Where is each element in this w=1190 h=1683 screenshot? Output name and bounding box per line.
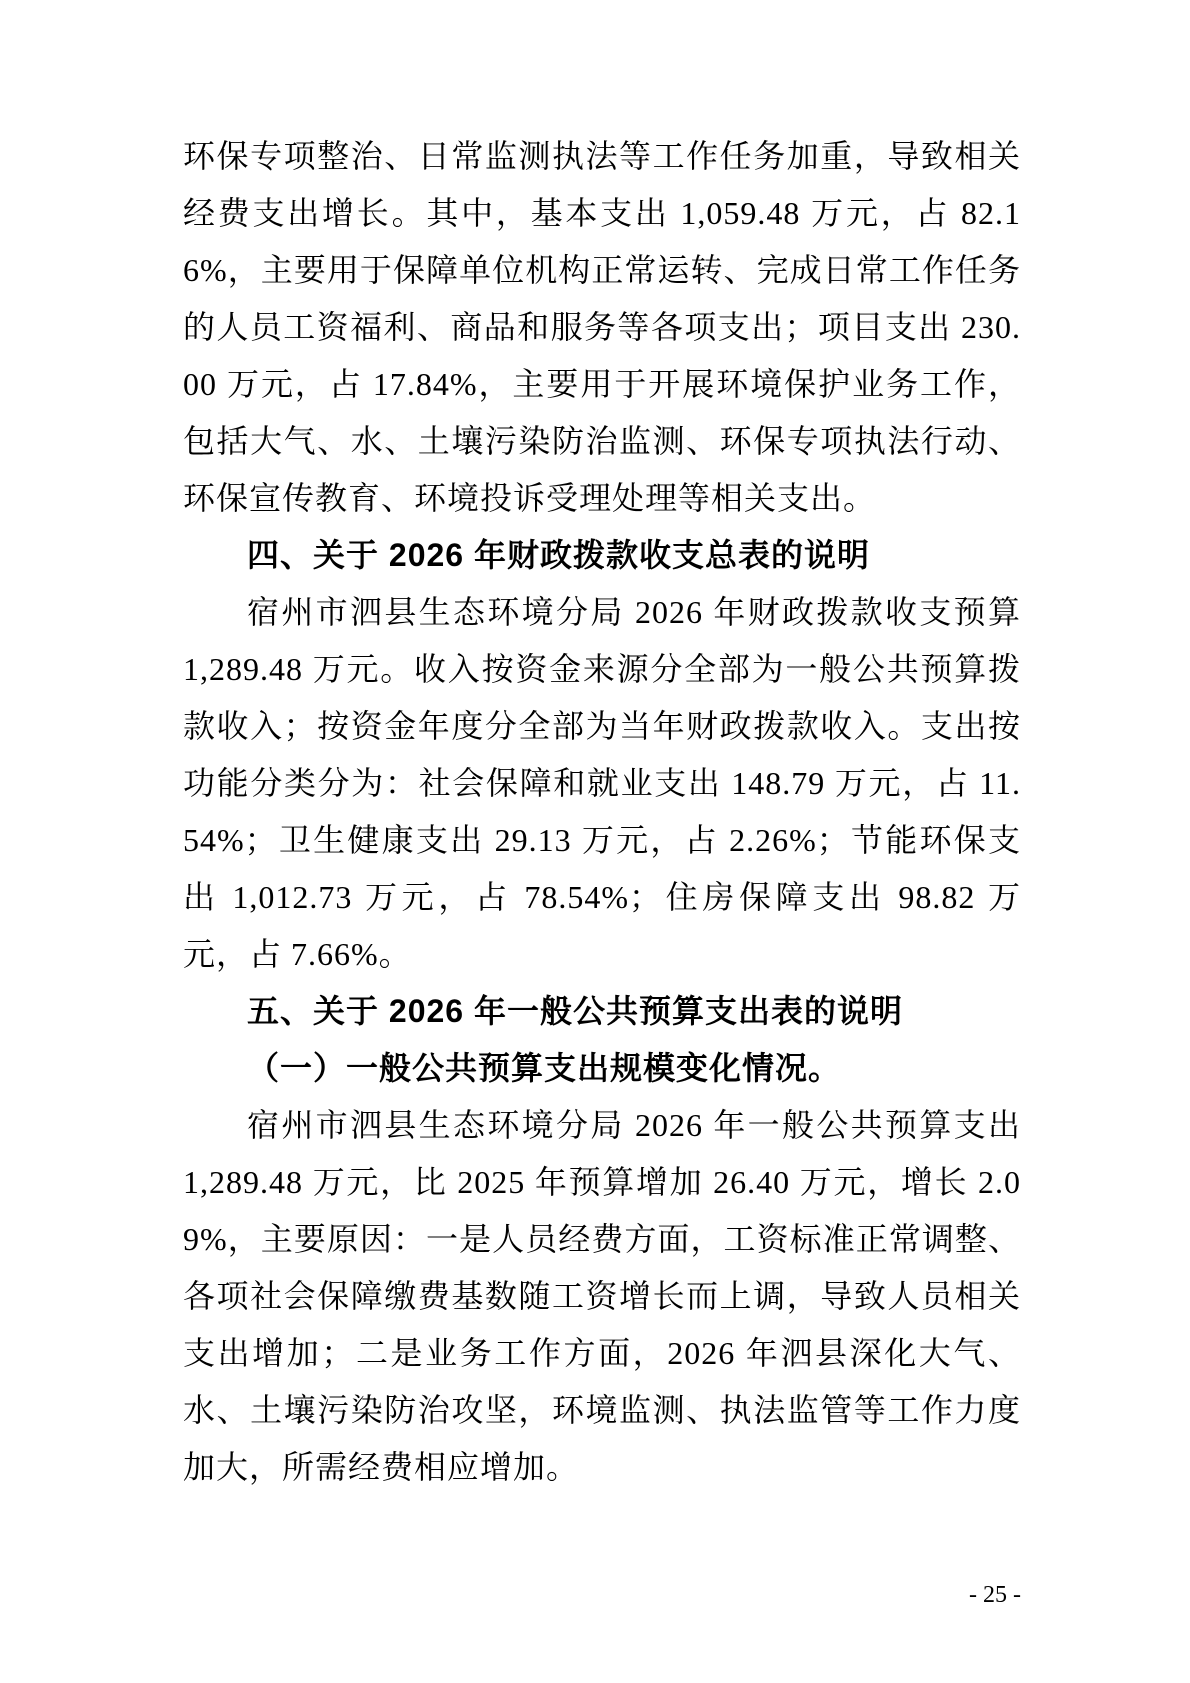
- paragraph-section-4-fiscal-appropriation: 宿州市泗县生态环境分局 2026 年财政拨款收支预算 1,289.48 万元。收入按资金来源分全部为一般公共预算拨款收入；按资金年度分全部为当年财政拨款收入。支出按功能分类分为：社会保障和就业支出 148.79 万元，占 11.54%；卫生健康支出 29.13 万元，占 2.26%；节能环保支出 1,012.73 万元，占 78.54%；住房保障支出 98.82 万元，占 7.66%。: [183, 594, 1021, 972]
- document-content: [183, 128, 1021, 1496]
- section-5-heading: 五、关于 2026 年一般公共预算支出表的说明: [247, 993, 903, 1029]
- page-number: - 25 -: [969, 1582, 1021, 1608]
- paragraph-expenditure-breakdown-continuation: 环保专项整治、日常监测执法等工作任务加重，导致相关经费支出增长。其中，基本支出 1,059.48 万元，占 82.16%，主要用于保障单位机构正常运转、完成日常工作任务的人员工资福利、商品和服务等各项支出；项目支出 230.00 万元，占 17.84%，主要用于开展环境保护业务工作，包括大气、水、土壤污染防治监测、环保专项执法行动、环保宣传教育、环境投诉受理处理等相关支出。: [183, 138, 1021, 516]
- section-5-subsection-1-heading: （一）一般公共预算支出规模变化情况。: [247, 1050, 842, 1086]
- paragraph-section-5-budget-change: 宿州市泗县生态环境分局 2026 年一般公共预算支出 1,289.48 万元，比 2025 年预算增加 26.40 万元，增长 2.09%，主要原因：一是人员经费方面，工资标准正常调整、各项社会保障缴费基数随工资增长而上调，导致人员相关支出增加；二是业务工作方面，2026 年泗县深化大气、水、土壤污染防治攻坚，环境监测、执法监管等工作力度加大，所需经费相应增加。: [183, 1107, 1021, 1485]
- section-4-heading: 四、关于 2026 年财政拨款收支总表的说明: [247, 537, 870, 573]
